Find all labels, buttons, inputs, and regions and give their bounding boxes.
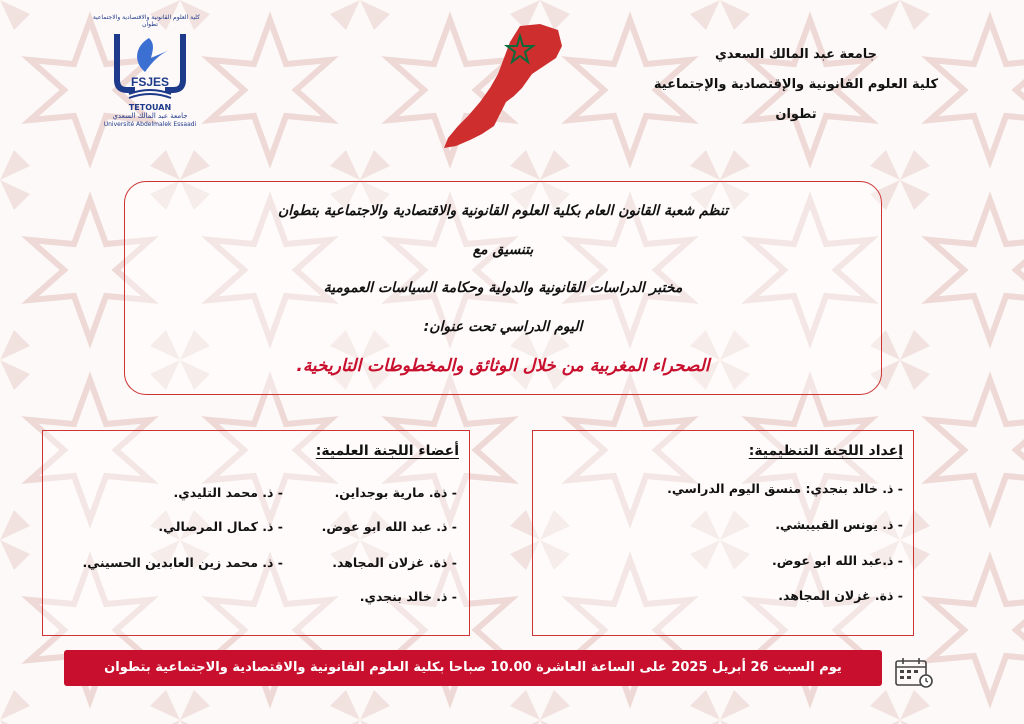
study-day-title: الصحراء المغربية من خلال الوثائق والمخطوطات التاريخية. bbox=[296, 356, 710, 376]
event-date-bar bbox=[64, 650, 882, 686]
list-item: - ذ. يونس القبيبشي. bbox=[775, 517, 903, 532]
list-item: - ذة. مارية بوجداين. bbox=[334, 485, 457, 500]
list-item: - ذة. غزلان المجاهد. bbox=[778, 588, 903, 603]
logo-acronym: FSJES bbox=[130, 75, 170, 89]
university-name: جامعة عبد المالك السعدي bbox=[714, 47, 878, 62]
list-item: - ذ. خالد بنجدي. bbox=[359, 589, 457, 604]
announcement-line-4: اليوم الدراسي تحت عنوان: bbox=[423, 319, 583, 335]
calendar-icon bbox=[894, 656, 934, 688]
announcement-line-3: مختبر الدراسات القانونية والدولية وحكامة السياسات العمومية bbox=[323, 280, 683, 296]
faculty-logo bbox=[92, 14, 200, 154]
logo-university-fr: Université Abdelmalek Essaadi bbox=[103, 121, 197, 128]
institution-header bbox=[636, 40, 956, 130]
faculty-name: كلية العلوم القانونية والإقتصادية والإجتماعية bbox=[653, 77, 939, 92]
list-item: - ذ. خالد بنجدي: منسق اليوم الدراسي. bbox=[667, 481, 903, 496]
logo-arabic-faculty: كلية العلوم القانونية والاقتصادية والاجتماعية bbox=[92, 14, 200, 21]
list-item: - ذ. عبد الله ابو عوض. bbox=[321, 519, 457, 534]
announcement-line-2: بتنسيق مع bbox=[472, 242, 534, 258]
logo-city-fr: TETOUAN bbox=[128, 103, 172, 112]
organizing-committee bbox=[532, 430, 914, 636]
logo-arabic-city: تطوان bbox=[142, 21, 158, 28]
logo-arabic-university: جامعة عبد المالك السعدي bbox=[112, 112, 188, 120]
list-item: - ذ. محمد التليدي. bbox=[173, 485, 283, 500]
morocco-map bbox=[440, 22, 570, 152]
list-item: - ذ. كمال المرصالي. bbox=[158, 519, 283, 534]
scientific-committee-heading: أعضاء اللجنة العلمية: bbox=[315, 443, 459, 459]
scientific-committee bbox=[42, 430, 470, 636]
list-item: - ذ.عبد الله ابو عوض. bbox=[771, 553, 903, 568]
announcement-box bbox=[124, 181, 882, 395]
list-item: - ذة. غزلان المجاهد. bbox=[332, 555, 457, 570]
list-item: - ذ. محمد زين العابدين الحسيني. bbox=[82, 555, 283, 570]
logo-emblem-icon bbox=[105, 28, 195, 100]
event-date-text: يوم السبت 26 أبريل 2025 على الساعة العاشرة 10.00 صباحا بكلية العلوم القانونية والاقتصادية والاجتماعية بتطوان bbox=[104, 660, 842, 675]
announcement-line-1: تنظم شعبة القانون العام بكلية العلوم القانونية والاقتصادية والاجتماعية بتطوان bbox=[277, 203, 729, 219]
city-name: تطوان bbox=[775, 107, 817, 122]
organizing-committee-heading: إعداد اللجنة التنظيمية: bbox=[748, 443, 903, 459]
